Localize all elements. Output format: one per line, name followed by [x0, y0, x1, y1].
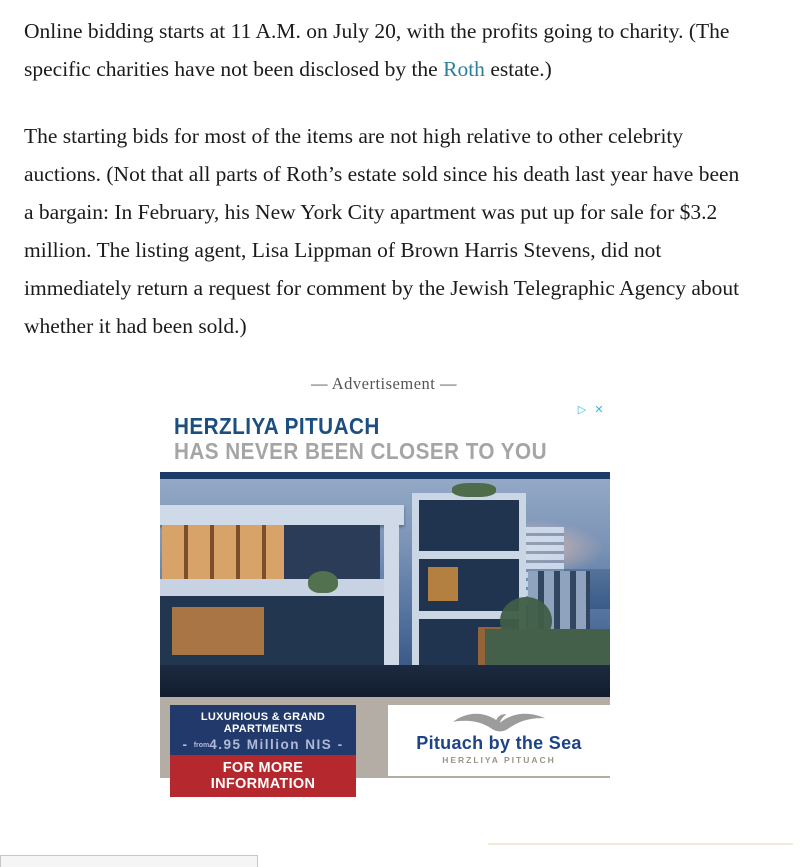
article-body — [0, 0, 806, 345]
adchoices-icon[interactable]: ▷ — [574, 402, 590, 417]
photo-lawn — [485, 629, 610, 669]
photo-floor-slab — [160, 579, 398, 596]
ad-creative[interactable] — [160, 404, 610, 792]
photo-lit-interior — [162, 525, 284, 579]
ad-header — [160, 404, 610, 472]
ad-bottom-band — [160, 697, 610, 792]
ad-divider-bar — [160, 472, 610, 479]
paragraph-starting-bids: The starting bids for most of the items are not high relative to other celebrity auctions. (Not that all parts of Roth’s estate sold since his death last year have been a bargain: In February, his New York City apartment was put up for sale for $3.2 million. The listing agent, Lisa Lippman of Brown Harris Stevens, did not immediately return a request for comment by the Jewish Telegraphic Agency about whether it had been sold.) — [24, 124, 740, 338]
embed-partial[interactable] — [0, 855, 258, 867]
ad-cta-button[interactable]: FOR MORE INFORMATION — [170, 755, 356, 797]
paragraph-online-bidding — [24, 12, 744, 88]
photo-column — [384, 517, 399, 667]
photo-lit-window — [428, 567, 458, 601]
photo-beam — [419, 551, 519, 559]
ad-subheadline: HAS NEVER BEEN CLOSER TO YOU — [174, 438, 548, 464]
price-dash: - — [182, 737, 189, 752]
paragraph-text: estate.) — [484, 57, 552, 81]
ad-unit — [160, 403, 610, 792]
photo-glass-facade — [284, 525, 380, 579]
ad-photo-building-render[interactable] — [160, 479, 610, 697]
ad-logo-title: Pituach by the Sea — [416, 733, 582, 753]
photo-roof-slab — [160, 505, 404, 525]
ad-headline: HERZLIYA PITUACH — [174, 413, 380, 439]
ad-logo-panel — [388, 705, 610, 776]
ad-logo-subtitle: HERZLIYA PITUACH — [442, 755, 556, 765]
next-section-edge — [488, 843, 793, 845]
ad-promo-block — [170, 705, 356, 797]
seagull-logo-icon — [388, 709, 610, 733]
paragraph-text: Online bidding starts at 11 A.M. on July 20, with the profits going to charity. (The specific charities have not been disclosed by the — [24, 19, 730, 81]
advertisement-label: — Advertisement — — [311, 374, 457, 393]
photo-plant — [308, 571, 338, 593]
promo-line: APARTMENTS — [223, 723, 303, 735]
price-dash: - — [337, 737, 344, 752]
promo-price — [170, 737, 356, 752]
price-from: from — [193, 742, 210, 749]
ad-promo-navy-box — [170, 705, 356, 755]
ad-close-icon[interactable]: ✕ — [591, 402, 607, 417]
photo-roof-garden — [452, 483, 496, 497]
ad-controls — [574, 402, 607, 417]
price-value: 4.95 Million NIS — [209, 737, 333, 752]
roth-link[interactable]: Roth — [443, 57, 485, 81]
photo-lit-interior — [172, 607, 264, 655]
photo-foreground-terrace — [160, 665, 610, 697]
promo-line: LUXURIOUS & GRAND — [200, 711, 326, 723]
